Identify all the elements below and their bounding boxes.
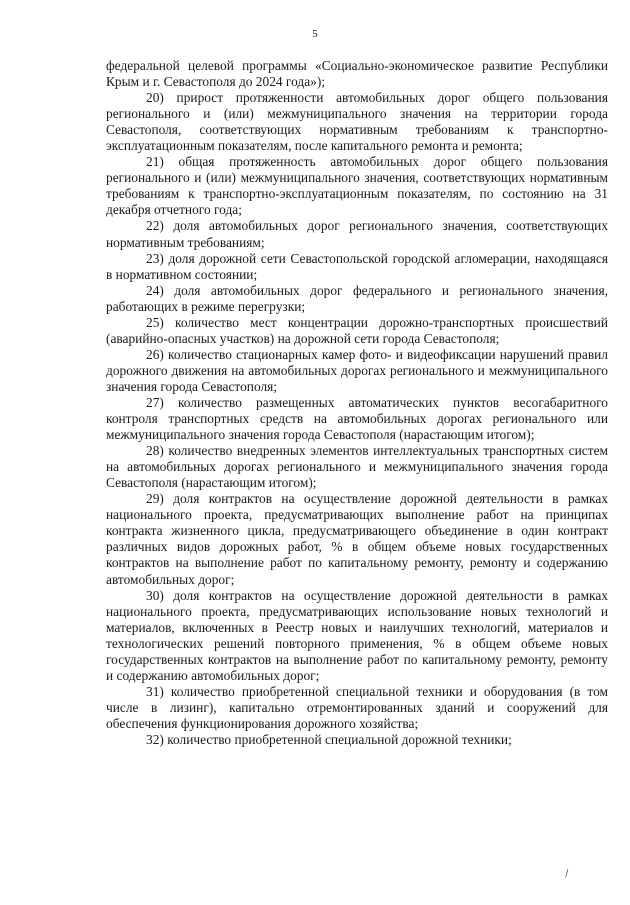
paragraph-item-24: 24) доля автомобильных дорог федерального и регионального значения, работающих в режиме перегрузки; [106, 282, 608, 314]
paragraph-item-26: 26) количество стационарных камер фото- и видеофиксации нарушений правил дорожного движения на автомобильных дорогах регионального и межмуниципального значения города Севастополя; [106, 346, 608, 394]
paragraph-item-29: 29) доля контрактов на осуществление дорожной деятельности в рамках национального проекта, предусматривающих выполнение работ на принципах контракта жизненного цикла, предусматривающего объединение в один контракт различных видов дорожных работ, % в общем объеме новых государственных контрактов на выполнение работ по капитальному ремонту, ремонту и содержанию автомобильных дорог; [106, 491, 608, 587]
paragraph-continuation: федеральной целевой программы «Социально-экономическое развитие Республики Крым и г. Севастополя до 2024 года»); [106, 58, 608, 90]
paragraph-item-25: 25) количество мест концентрации дорожно-транспортных происшествий (аварийно-опасных участков) на дорожной сети города Севастополя; [106, 314, 608, 346]
page-number: 5 [312, 28, 318, 40]
paragraph-item-28: 28) количество внедренных элементов интеллектуальных транспортных систем на автомобильных дорогах регионального и межмуниципального значения города Севастополя (нарастающим итогом); [106, 443, 608, 491]
paragraph-item-21: 21) общая протяженность автомобильных дорог общего пользования регионального и (или) межмуниципального значения, соответствующих нормативным требованиям к транспортно-эксплуатационным показателям, по состоянию на 31 декабря отчетного года; [106, 154, 608, 218]
paragraph-item-31: 31) количество приобретенной специальной техники и оборудования (в том числе в лизинг), капитально отремонтированных зданий и сооружений для обеспечения функционирования дорожного хозяйства; [106, 683, 608, 731]
scan-corner-mark: \ [561, 866, 573, 880]
paragraph-item-27: 27) количество размещенных автоматических пунктов весогабаритного контроля транспортных средств на автомобильных дорогах регионального или межмуниципального значения города Севастополя (нарастающим итогом); [106, 394, 608, 443]
paragraph-item-22: 22) доля автомобильных дорог регионального значения, соответствующих нормативным требованиям; [106, 218, 608, 250]
document-body [106, 58, 608, 748]
paragraph-item-23: 23) доля дорожной сети Севастопольской городской агломерации, находящаяся в нормативном состоянии; [106, 250, 608, 282]
paragraph-item-30: 30) доля контрактов на осуществление дорожной деятельности в рамках национального проекта, предусматривающих использование новых технологий и материалов, включенных в Реестр новых и наилучших технологий, материалов и технологических решений повторного применения, % в общем объеме новых государственных контрактов на выполнение работ по капитальному ремонту, ремонту и содержанию автомобильных дорог; [106, 587, 608, 683]
paragraph-item-20: 20) прирост протяженности автомобильных дорог общего пользования регионального и (или) межмуниципального значения на территории города Севастополя, соответствующих нормативным требованиям к транспортно-эксплуатационным показателям, после капитального ремонта и ремонта; [106, 90, 608, 154]
paragraph-item-32: 32) количество приобретенной специальной дорожной техники; [146, 731, 512, 747]
